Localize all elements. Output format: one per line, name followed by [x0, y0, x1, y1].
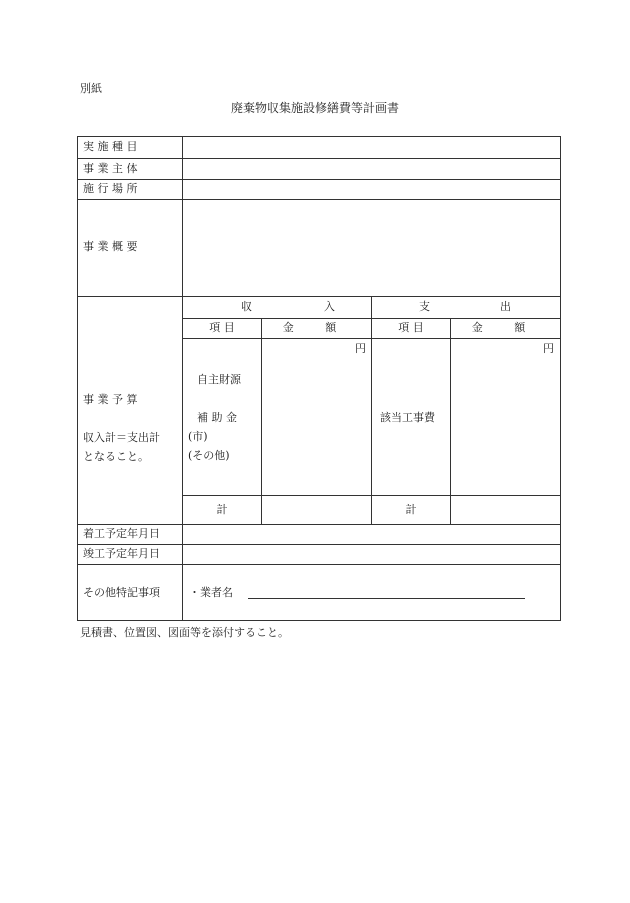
location-field[interactable]	[183, 180, 560, 199]
budget-note-line2: となること。	[83, 450, 149, 463]
contractor-field[interactable]	[248, 583, 525, 598]
label-location: 施 行 場 所	[83, 182, 138, 195]
attachment-instruction: 見積書、位置図、図面等を添付すること。	[80, 626, 289, 639]
row-divider	[77, 564, 561, 565]
income-total-label: 計	[216, 503, 228, 516]
expense-col-item: 項 目	[398, 321, 424, 334]
expense-total-field[interactable]	[451, 496, 560, 524]
table-border-left	[77, 136, 78, 621]
table-border-right	[560, 136, 561, 621]
income-unit: 円	[355, 342, 366, 355]
income-header-char1: 収	[241, 300, 252, 313]
budget-note-line1: 収入計＝支出計	[83, 431, 160, 444]
expense-total-label: 計	[405, 503, 417, 516]
income-col-item: 項 目	[209, 321, 235, 334]
expense-header-char1: 支	[419, 300, 430, 313]
label-overview: 事 業 概 要	[83, 240, 138, 253]
type-field[interactable]	[183, 137, 560, 158]
income-header-char2: 入	[324, 300, 335, 313]
expense-item-construction: 該当工事費	[380, 411, 435, 424]
contractor-underline	[248, 598, 525, 599]
attachment-note: 別紙	[80, 82, 102, 95]
expense-amount-field[interactable]	[451, 339, 560, 495]
expense-col-amount: 金 額	[471, 321, 540, 334]
label-other: その他特記事項	[83, 586, 160, 599]
income-col-amount: 金 額	[282, 321, 351, 334]
income-total-field[interactable]	[262, 496, 371, 524]
end-date-field[interactable]	[183, 545, 560, 564]
income-amount-field[interactable]	[262, 339, 371, 495]
row-divider	[77, 296, 561, 297]
overview-field[interactable]	[183, 200, 560, 296]
page-title: 廃棄物収集施設修繕費等計画書	[230, 101, 399, 115]
entity-field[interactable]	[183, 159, 560, 179]
table-border-bottom	[77, 620, 561, 621]
plan-form-table	[77, 136, 561, 621]
income-item-other: (その他)	[188, 449, 230, 462]
label-end-date: 竣工予定年月日	[83, 547, 160, 560]
income-item-subsidy: 補 助 金	[197, 411, 237, 424]
label-budget: 事 業 予 算	[83, 393, 138, 406]
contractor-label: ・業者名	[189, 586, 233, 599]
label-start-date: 着工予定年月日	[83, 527, 160, 540]
start-date-field[interactable]	[183, 525, 560, 544]
income-item-city: (市)	[188, 430, 208, 443]
expense-header-char2: 出	[500, 300, 511, 313]
income-item-own-funds: 自主財源	[197, 373, 241, 386]
label-entity: 事 業 主 体	[83, 162, 138, 175]
expense-unit: 円	[543, 342, 554, 355]
label-type: 実 施 種 目	[83, 140, 138, 153]
